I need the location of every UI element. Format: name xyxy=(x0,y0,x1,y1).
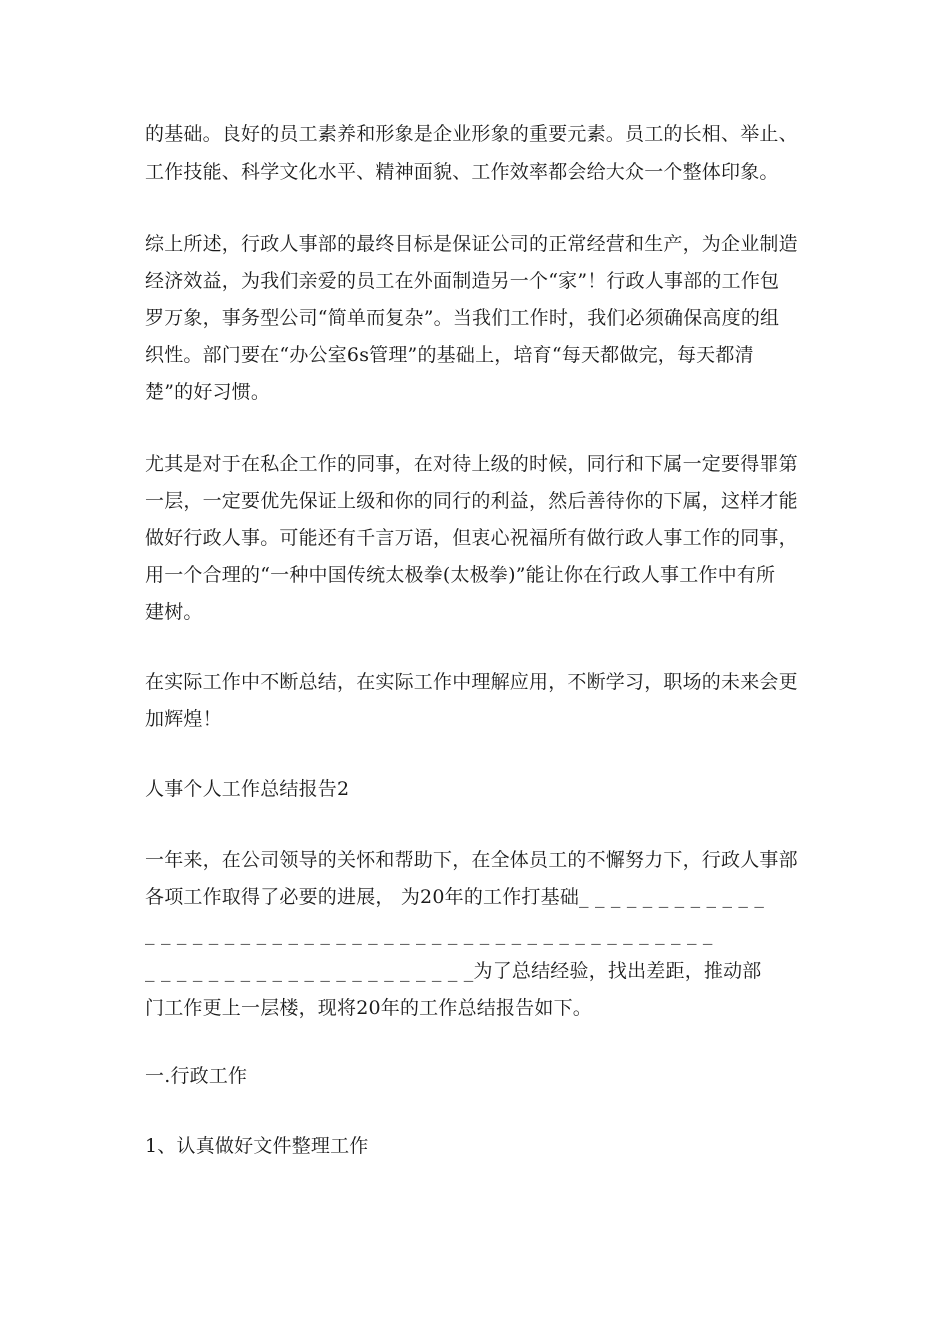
paragraph-line: 建树。 xyxy=(145,601,203,623)
paragraph-line: 做好行政人事。可能还有千言万语，但衷心祝福所有做行政人事工作的同事， xyxy=(145,527,798,549)
paragraph-line: 门工作更上一层楼，现将20年的工作总结报告如下。 xyxy=(145,997,592,1019)
paragraph-line: 用一个合理的“一种中国传统太极拳(太极拳)”能让你在行政人事工作中有所 xyxy=(145,564,776,586)
paragraph-line: _ _ _ _ _ _ _ _ _ _ _ _ _ _ _ _ _ _ _ _ _为了总结经验，找出差距，推动部 xyxy=(145,960,762,982)
paragraph-line: 加辉煌！ xyxy=(145,708,222,730)
paragraph-line: 在实际工作中不断总结，在实际工作中理解应用，不断学习，职场的未来会更 xyxy=(145,671,798,693)
paragraph-line: 各项工作取得了必要的进展， 为20年的工作打基础_ _ _ _ _ _ _ _ _ _ _ _ xyxy=(145,886,765,908)
paragraph-line: 综上所述，行政人事部的最终目标是保证公司的正常经营和生产，为企业制造 xyxy=(145,233,798,255)
paragraph-line: 尤其是对于在私企工作的同事，在对待上级的时候，同行和下属一定要得罪第 xyxy=(145,453,798,475)
paragraph-line: 的基础。良好的员工素养和形象是企业形象的重要元素。员工的长相、举止、 xyxy=(145,123,798,145)
paragraph-line: 一年来，在公司领导的关怀和帮助下，在全体员工的不懈努力下，行政人事部 xyxy=(145,849,798,871)
paragraph-line: 罗万象，事务型公司“简单而复杂”。当我们工作时，我们必须确保高度的组 xyxy=(145,307,780,329)
paragraph-line: 工作技能、科学文化水平、精神面貌、工作效率都会给大众一个整体印象。 xyxy=(145,161,779,183)
list-item: 1、认真做好文件整理工作 xyxy=(145,1135,369,1157)
paragraph-line: 织性。部门要在“办公室6s管理”的基础上，培育“每天都做完，每天都清 xyxy=(145,344,754,366)
section-heading: 一.行政工作 xyxy=(145,1065,248,1087)
paragraph-line: 楚”的好习惯。 xyxy=(145,381,271,403)
paragraph-line: _ _ _ _ _ _ _ _ _ _ _ _ _ _ _ _ _ _ _ _ _ _ _ _ _ _ _ _ _ _ _ _ _ _ _ _ xyxy=(145,923,713,945)
section-heading: 人事个人工作总结报告2 xyxy=(145,778,350,800)
paragraph-line: 一层，一定要优先保证上级和你的同行的利益，然后善待你的下属，这样才能 xyxy=(145,490,798,512)
paragraph-line: 经济效益，为我们亲爱的员工在外面制造另一个“家”！行政人事部的工作包 xyxy=(145,270,780,292)
